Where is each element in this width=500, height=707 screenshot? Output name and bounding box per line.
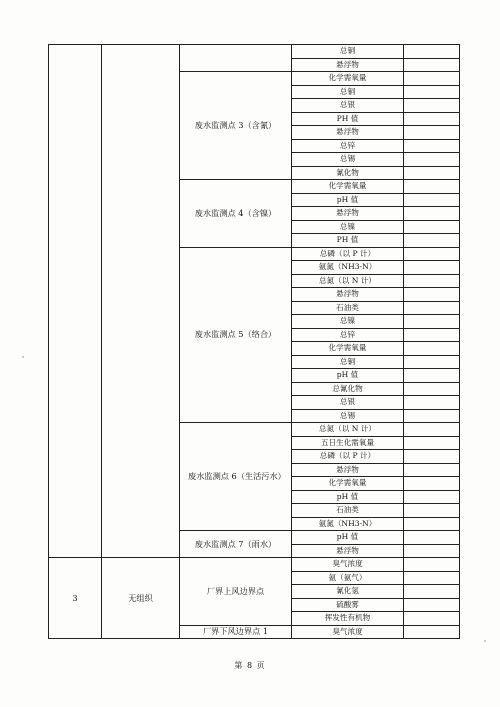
monitoring-item-cell: 总氮（以 N 计） — [292, 274, 404, 288]
table-row — [49, 558, 460, 572]
monitoring-item-cell: 五日生化需氧量 — [292, 436, 404, 450]
empty-cell — [404, 625, 460, 639]
empty-cell — [404, 153, 460, 167]
monitoring-item-cell: 悬浮物 — [292, 207, 404, 221]
empty-cell — [404, 72, 460, 86]
empty-cell — [404, 463, 460, 477]
monitoring-item-cell: 悬浮物 — [292, 463, 404, 477]
empty-cell — [404, 612, 460, 626]
monitoring-item-cell: 臭气浓度 — [292, 625, 404, 639]
monitoring-point-cell: 废水监测点 4（含镍） — [180, 180, 292, 248]
monitoring-item-cell: 总铜 — [292, 45, 404, 59]
monitoring-item-cell: 总铜 — [292, 85, 404, 99]
empty-cell — [404, 58, 460, 72]
empty-cell — [404, 558, 460, 572]
empty-cell — [404, 234, 460, 248]
monitoring-point-cell: 厂界上风边界点 — [180, 558, 292, 626]
empty-cell — [404, 45, 460, 59]
monitoring-item-cell: 化学需氧量 — [292, 72, 404, 86]
monitoring-item-cell: 化学需氧量 — [292, 477, 404, 491]
empty-cell — [404, 166, 460, 180]
monitoring-item-cell: 悬浮物 — [292, 288, 404, 302]
monitoring-item-cell: 氨氮（NH3-N） — [292, 261, 404, 275]
monitoring-item-cell: 硫酸雾 — [292, 598, 404, 612]
empty-cell — [404, 315, 460, 329]
monitoring-item-cell: pH 值 — [292, 490, 404, 504]
empty-cell — [404, 180, 460, 194]
empty-cell — [404, 193, 460, 207]
monitoring-item-cell: 总锌 — [292, 328, 404, 342]
page-number: 第 8 页 — [234, 661, 266, 670]
monitoring-point-cell: 废水监测点 3（含氰） — [180, 72, 292, 180]
empty-cell — [404, 342, 460, 356]
monitoring-item-cell: 总银 — [292, 396, 404, 410]
empty-cell — [404, 261, 460, 275]
monitoring-point-cell: 废水监测点 7（雨水） — [180, 531, 292, 558]
empty-cell — [404, 85, 460, 99]
empty-cell — [404, 99, 460, 113]
empty-cell — [404, 288, 460, 302]
empty-cell — [404, 274, 460, 288]
empty-cell — [404, 571, 460, 585]
empty-cell — [404, 396, 460, 410]
monitoring-item-cell: pH 值 — [292, 193, 404, 207]
empty-cell — [404, 382, 460, 396]
empty-cell — [404, 139, 460, 153]
empty-cell — [404, 328, 460, 342]
empty-cell — [404, 585, 460, 599]
monitoring-item-cell: 挥发性有机物 — [292, 612, 404, 626]
monitoring-item-cell: 石油类 — [292, 504, 404, 518]
monitoring-item-cell: PH 值 — [292, 234, 404, 248]
empty-cell — [404, 450, 460, 464]
monitoring-table-body — [49, 45, 460, 639]
group-number-cell: 3 — [49, 558, 102, 639]
empty-cell — [404, 544, 460, 558]
empty-cell — [404, 504, 460, 518]
empty-cell — [404, 436, 460, 450]
empty-cell — [404, 126, 460, 140]
monitoring-item-cell: 总磷（以 P 计） — [292, 247, 404, 261]
group-category-cell: 无组织 — [102, 558, 180, 639]
monitoring-item-cell: 总铜 — [292, 355, 404, 369]
empty-cell — [404, 207, 460, 221]
monitoring-point-cell: 废水监测点 5（络合） — [180, 247, 292, 423]
monitoring-item-cell: 氰化氢 — [292, 585, 404, 599]
monitoring-item-cell: 总锌 — [292, 139, 404, 153]
group-category-cell — [102, 45, 180, 558]
monitoring-item-cell: 总锡 — [292, 153, 404, 167]
monitoring-item-cell: pH 值 — [292, 369, 404, 383]
monitoring-item-cell: 氰化物 — [292, 166, 404, 180]
monitoring-item-cell: 悬浮物 — [292, 544, 404, 558]
monitoring-item-cell: 总锡 — [292, 409, 404, 423]
monitoring-item-cell: 总氮（以 N 计） — [292, 423, 404, 437]
monitoring-item-cell: 总磷（以 P 计） — [292, 450, 404, 464]
empty-cell — [404, 369, 460, 383]
monitoring-item-cell: 氨氮（NH3-N） — [292, 517, 404, 531]
monitoring-item-cell: 化学需氧量 — [292, 180, 404, 194]
empty-cell — [404, 355, 460, 369]
empty-cell — [404, 247, 460, 261]
monitoring-point-cell: 厂界下风边界点 1 — [180, 625, 292, 639]
scan-speck — [22, 356, 24, 358]
empty-cell — [404, 531, 460, 545]
monitoring-item-cell: 悬浮物 — [292, 58, 404, 72]
monitoring-item-cell: 总氰化物 — [292, 382, 404, 396]
empty-cell — [404, 112, 460, 126]
group-number-cell — [49, 45, 102, 558]
monitoring-item-cell: 总镍 — [292, 220, 404, 234]
monitoring-item-cell: 石油类 — [292, 301, 404, 315]
table-row — [49, 45, 460, 59]
empty-cell — [404, 409, 460, 423]
empty-cell — [404, 477, 460, 491]
monitoring-item-cell: PH 值 — [292, 112, 404, 126]
monitoring-point-cell: 废水监测点 6（生活污水） — [180, 423, 292, 531]
monitoring-item-cell: 臭气浓度 — [292, 558, 404, 572]
empty-cell — [404, 220, 460, 234]
monitoring-point-cell — [180, 45, 292, 72]
empty-cell — [404, 423, 460, 437]
scan-speck — [484, 640, 486, 642]
monitoring-item-cell: 总镍 — [292, 315, 404, 329]
monitoring-item-cell: pH 值 — [292, 531, 404, 545]
monitoring-table — [48, 44, 460, 639]
monitoring-item-cell: 悬浮物 — [292, 126, 404, 140]
monitoring-item-cell: 氨（氨气） — [292, 571, 404, 585]
empty-cell — [404, 301, 460, 315]
empty-cell — [404, 517, 460, 531]
empty-cell — [404, 490, 460, 504]
empty-cell — [404, 598, 460, 612]
monitoring-item-cell: 总银 — [292, 99, 404, 113]
monitoring-item-cell: 化学需氧量 — [292, 342, 404, 356]
